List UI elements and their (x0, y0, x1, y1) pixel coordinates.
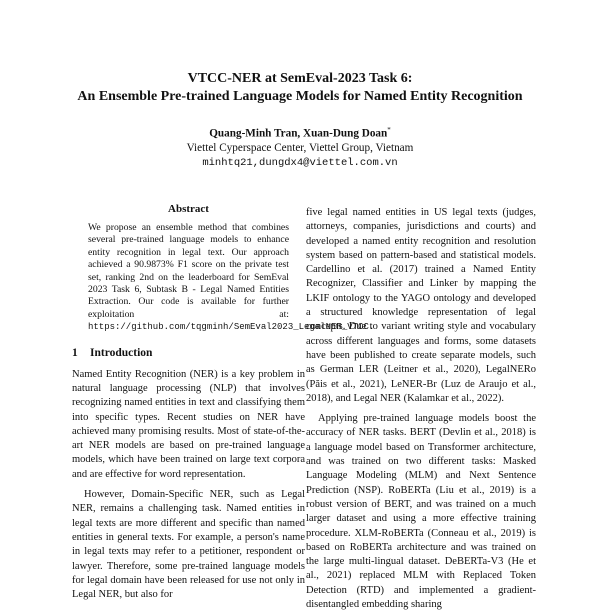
author-block (40, 123, 560, 170)
intro-paragraph-1: Named Entity Recognition (NER) is a key problem in natural language processing (NLP) that involves recognizing named entities in text and classifying them into specific types. Recent studies on NER have achieved many promising results. Most of state-of-the-art NER models are based on pre-trained language models, which have been trained on large text corpora and are effective for word representation. (72, 368, 305, 480)
intro-paragraph-2: However, Domain-Specific NER, such as Legal NER, remains a challenging task. Named entities in legal texts are more different and specific than named entities in general texts. For example, a person's name in legal texts may refer to a petitioner, respondent or lawyer. Therefore, some pre-trained language models for legal domain have been released for use not only in Legal NER, but also for (72, 489, 305, 601)
section-title: Introduction (90, 346, 153, 359)
title-line-1: VTCC-NER at SemEval-2023 Task 6: (187, 71, 413, 86)
author-emails: minhtq21,dungdx4@viettel.com.vn (202, 156, 398, 169)
section-heading-introduction (72, 346, 305, 360)
left-column (72, 202, 375, 602)
right-column (306, 206, 536, 612)
section-number: 1 (72, 346, 78, 359)
code-url-link[interactable]: https://github.com/tqgminh/SemEval2023_LegalNER_VTCC. (88, 322, 375, 333)
author-names: Quang-Minh Tran, Xuan-Dung Doan (209, 127, 388, 140)
author-footnote-mark: * (387, 126, 391, 134)
abstract-heading: Abstract (168, 203, 209, 215)
abstract-body (88, 222, 375, 334)
title-line-2: An Ensemble Pre-trained Language Models for Named Entity Recognition (77, 89, 523, 104)
abstract-text: We propose an ensemble method that combines several pre-trained language models to enhance entity recognition in legal text. Our approach achieved a 90.9873% F1 score on the private test set, ranking 2nd on the leaderboard for SemEval 2023 Task 6, Subtask B - Legal Named Entities Extraction. Our code is available for further exploitation at: (88, 222, 289, 320)
author-affiliation: Viettel Cyperspace Center, Viettel Group, Vietnam (186, 142, 414, 155)
author-names-line (40, 123, 560, 141)
right-paragraph-2: Applying pre-trained language models boost the accuracy of NER tasks. BERT (Devlin et al., 2018) is a language model based on Transformer architecture, and was trained on two different tasks: Masked Language Modeling (MLM) and Next Sentence Prediction (NSP). RoBERTa (Liu et al., 2019) is a robust version of BERT, and was trained on a much larger dataset and using a more effective training procedure. XLM-RoBERTa (Conneau et al., 2019) is based on RoBERTa architecture and was trained on the large multi-lingual dataset. DeBERTa-V3 (He et al., 2021) replaced MLM with Replaced Token Detection (RTD) and implemented a gradient-disentangled embedding sharing (306, 413, 536, 611)
paper-title (40, 70, 560, 106)
right-paragraph-1: five legal named entities in US legal texts (judges, attorneys, companies, jurisdictions and courts) and developed a named entity recognition and resolution system based on pattern-based and statistical models. Cardellino et al. (2017) trained a Named Entity Recognizer, Classifier and Linker by mapping the LKIF ontology to the YAGO ontology and developed a structured knowledge representation of legal concepts. Due to variant writing style and vocabulary across different languages and forms, some datasets have been published to create separate models, such as German LER (Leitner et al., 2020), LegalNERo (Păis et al., 2021), LeNER-Br (Luz de Araujo et al., 2018), and Legal NER (Kalamkar et al., 2022). (306, 207, 536, 404)
